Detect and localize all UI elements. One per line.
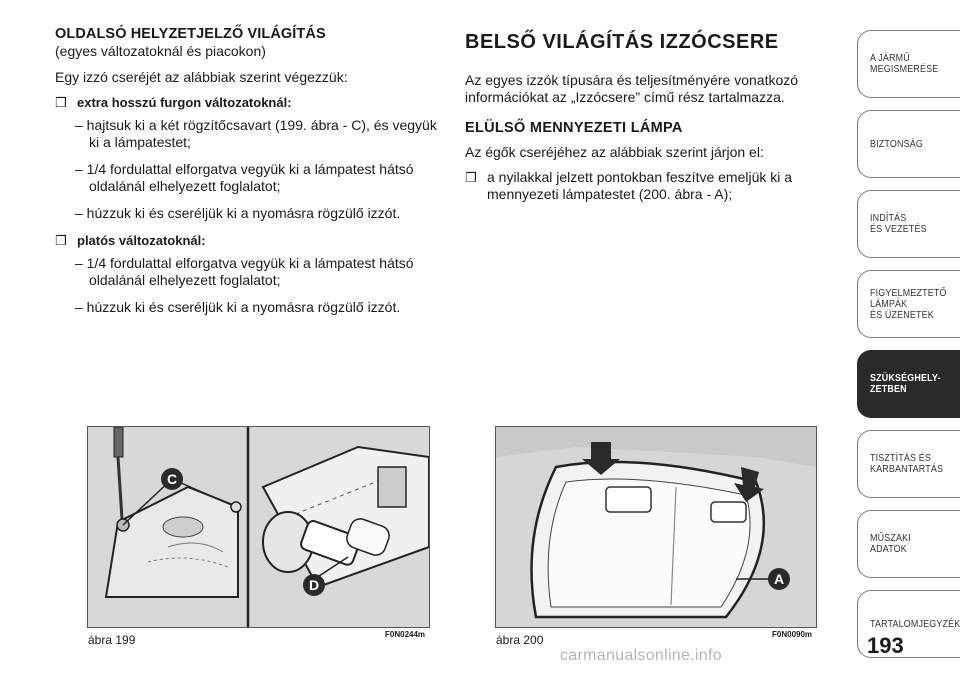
callout-label-a: A: [773, 571, 785, 587]
bullet-step: [465, 169, 820, 203]
tab-label: BIZTONSÁG: [870, 137, 923, 150]
tab-label: TARTALOMJEGYZÉK: [870, 617, 960, 630]
group-2-label: platós változatoknál:: [77, 233, 206, 248]
step-item: – 1/4 fordulattal elforgatva vegyük ki a lámpatest hátsó oldalánál elhelyezett foglalatot;: [75, 161, 414, 194]
figure-200-code: F0N0090m: [772, 630, 813, 639]
tab-starting-driving[interactable]: [857, 190, 960, 258]
step-item: – 1/4 fordulattal elforgatva vegyük ki a lámpatest hátsó oldalánál elhelyezett foglalatot;: [75, 255, 414, 288]
section-intro: Az égők cseréjéhez az alábbiak szerint járjon el:: [465, 144, 764, 160]
callout-label-d: D: [308, 577, 320, 593]
figure-199-illustration: [88, 427, 429, 627]
left-column: [55, 26, 440, 326]
tab-label: TISZTÍTÁS ÉS KARBANTARTÁS: [870, 452, 944, 475]
tab-warning-lights[interactable]: [857, 270, 960, 338]
checkbox-bullet-icon: ❒: [55, 95, 67, 110]
intro-paragraph: Az egyes izzók típusára és teljesítményére vonatkozó információkat az „Izzócsere” című rész tartalmazza.: [465, 72, 799, 105]
group-1-label: extra hosszú furgon változatoknál:: [77, 95, 292, 110]
middle-column: [465, 26, 820, 209]
watermark: carmanualsonline.info: [560, 647, 722, 664]
bullet-group-2: [55, 232, 440, 249]
section-title-side-lights: OLDALSÓ HELYZETJELZŐ VILÁGÍTÁS: [55, 26, 326, 42]
step-item: – húzzuk ki és cseréljük ki a nyomásra rögzülő izzót.: [75, 299, 401, 315]
figure-200-illustration: [496, 427, 816, 627]
figure-200: [495, 426, 817, 628]
tab-maintenance[interactable]: [857, 430, 960, 498]
page-title: BELSŐ VILÁGÍTÁS IZZÓCSERE: [465, 31, 779, 53]
bullet-group-1: [55, 94, 440, 111]
step-text: a nyilakkal jelzett pontokban feszítve emeljük ki a mennyezeti lámpatestet (200. ábra - A);: [487, 169, 793, 202]
tab-safety[interactable]: [857, 110, 960, 178]
tab-label: FIGYELMEZTETŐ LÁMPÁK ÉS ÜZENETEK: [870, 286, 947, 321]
chapter-tabs: [857, 30, 960, 670]
tab-emergency[interactable]: [857, 350, 960, 418]
tab-label: A JÁRMŰ MEGISMERÉSE: [870, 52, 939, 75]
tab-technical-data[interactable]: [857, 510, 960, 578]
step-item: – hajtsuk ki a két rögzítőcsavart (199. ábra - C), és vegyük ki a lámpatestet;: [75, 117, 437, 150]
figure-199-code: F0N0244m: [385, 630, 426, 639]
page-number: 193: [867, 633, 904, 658]
figure-199-caption: ábra 199: [88, 633, 136, 647]
checkbox-bullet-icon: ❒: [55, 233, 67, 248]
tab-label: INDÍTÁS ÉS VEZETÉS: [870, 212, 927, 235]
tab-label: SZÜKSÉGHELY- ZETBEN: [870, 372, 941, 395]
section-subtitle: (egyes változatoknál és piacokon): [55, 43, 266, 59]
intro-text: Egy izzó cseréjét az alábbiak szerint végezzük:: [55, 69, 348, 85]
section-title-front-ceiling-lamp: ELÜLSŐ MENNYEZETI LÁMPA: [465, 120, 683, 136]
callout-label-c: C: [166, 471, 178, 487]
step-item: – húzzuk ki és cseréljük ki a nyomásra rögzülő izzót.: [75, 205, 401, 221]
figure-199: [87, 426, 430, 628]
checkbox-bullet-icon: ❒: [465, 170, 477, 185]
figure-200-caption: ábra 200: [496, 633, 544, 647]
tab-vehicle-overview[interactable]: [857, 30, 960, 98]
tab-label: MŰSZAKI ADATOK: [870, 532, 911, 555]
